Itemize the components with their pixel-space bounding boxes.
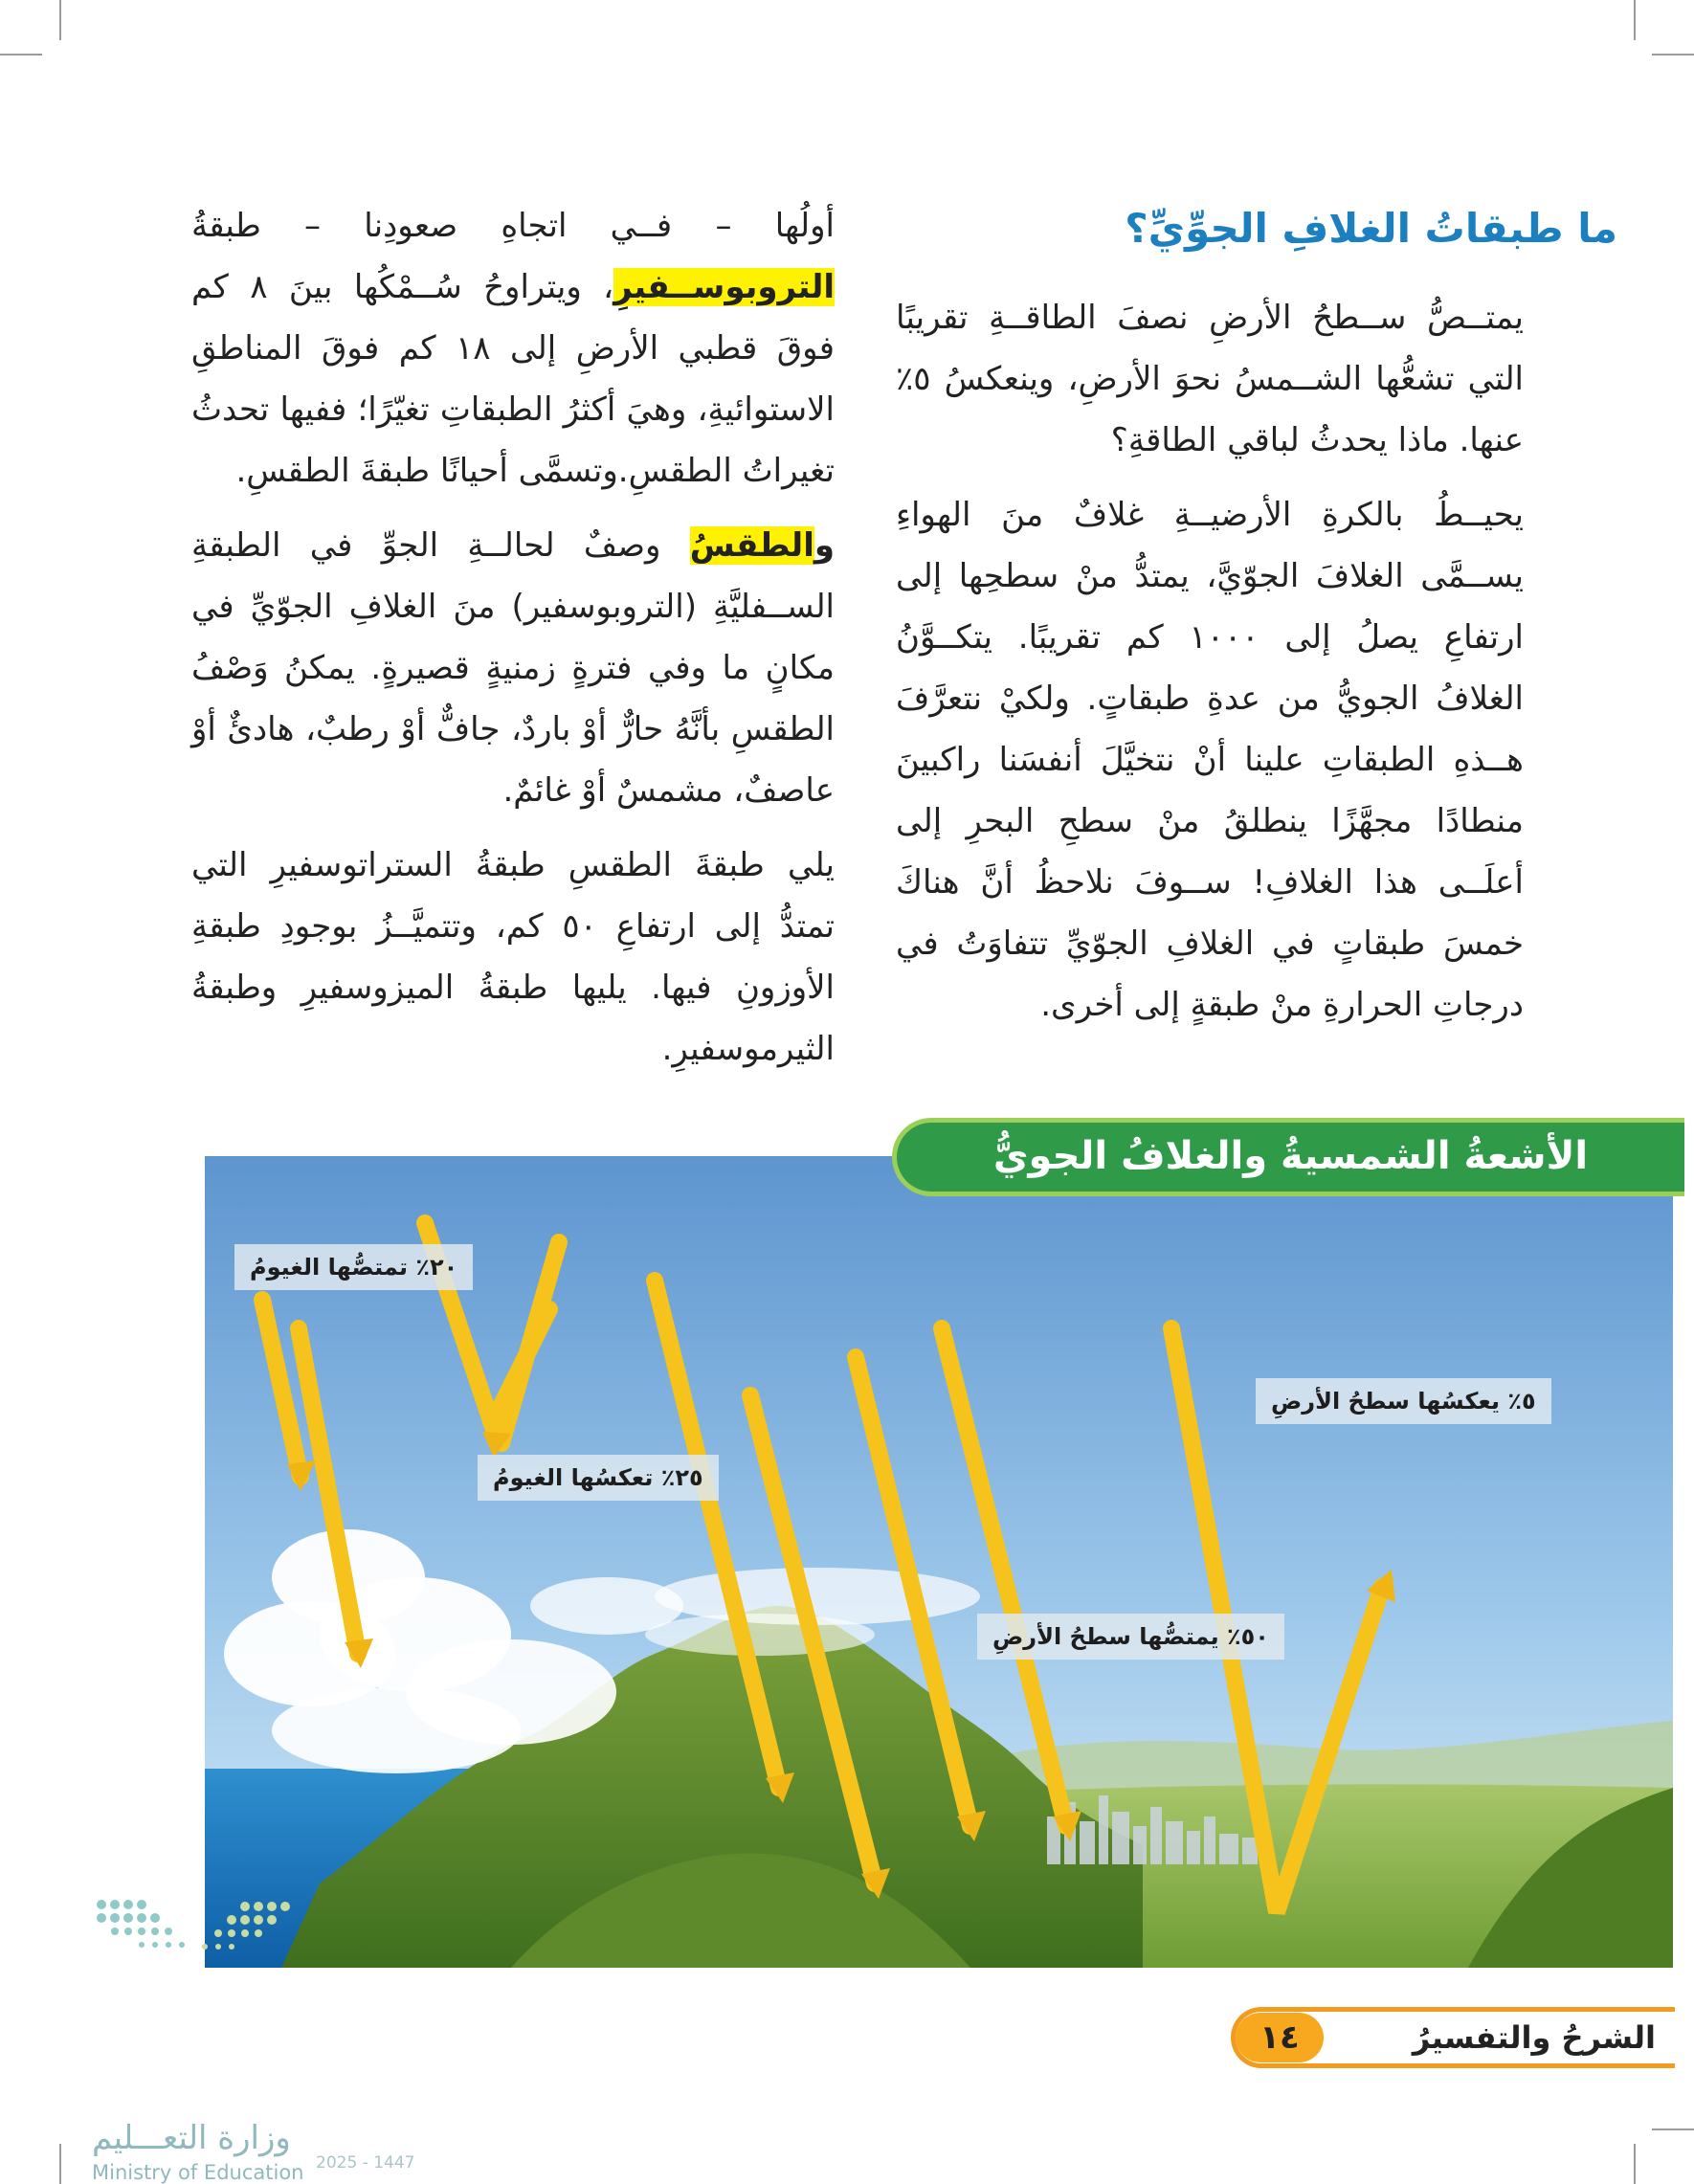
ministry-name-english: Ministry of Education	[92, 2161, 304, 2184]
text-run: و	[814, 526, 835, 565]
crop-mark	[1634, 2144, 1636, 2184]
label-surface-absorb: ٥٠٪ يمتصُّها سطحُ الأرضِ	[977, 1614, 1284, 1660]
crop-mark	[1652, 54, 1694, 56]
text-run: وصفٌ لحالــةِ الجوِّ في الطبقةِ الســفليَّةِ (التروبوسفير) منَ الغلافِ الجوّيِّ في مكانٍ ما وفي فترةٍ زمنيةٍ قصيرةٍ. يمكنُ وَصْفُ الطقسِ بأنَّهُ حارٌّ أوْ باردٌ، جافٌّ أوْ رطبٌ، هادئٌ أوْ عاصفٌ، مشمسٌ أوْ غائمٌ.	[191, 526, 835, 810]
crop-mark	[59, 2144, 61, 2184]
crop-mark	[59, 0, 61, 40]
page-number: ١٤	[1236, 2013, 1324, 2062]
section-heading: ما طبقاتُ الغلافِ الجوِّيِّ؟	[1125, 205, 1617, 252]
troposphere-paragraph	[191, 195, 835, 501]
ministry-year: 2025 - 1447	[316, 2153, 415, 2173]
solar-radiation-figure	[205, 1156, 1673, 1968]
term-troposphere: التروبوســفيرِ	[613, 268, 835, 306]
label-clouds-reflect: ٢٥٪ تعكسُها الغيومُ	[478, 1455, 719, 1501]
label-clouds-absorb: ٢٠٪ تمتصُّها الغيومُ	[234, 1244, 473, 1290]
atmosphere-paragraph: يحيــطُ بالكرةِ الأرضيــةِ غلافٌ منَ الهواءِ يســمَّى الغلافَ الجوّيَّ، يمتدُّ منْ سطحِها إلى ارتفاعِ يصلُ إلى ١٠٠٠ كم تقريبًا. يتكــوَّنُ الغلافُ الجويُّ من عدةِ طبقاتٍ. ولكيْ نتعرَّفَ هــذهِ الطبقاتِ علينا أنْ نتخيَّلَ أنفسَنا راكبينَ منطادًا مجهَّزًا ينطلقُ منْ سطحِ البحرِ إلى أعلَــى هذا الغلافِ! ســوفَ نلاحظُ أنَّ هناكَ خمسَ طبقاتٍ في الغلافِ الجوّيِّ تتفاوَتُ في درجاتِ الحرارةِ منْ طبقةٍ إلى أخرى.	[896, 496, 1524, 1024]
crop-mark	[0, 54, 42, 56]
footer-section-name: الشرحُ والتفسيرُ	[1412, 2019, 1656, 2056]
term-weather: الطقسُ	[689, 526, 814, 565]
right-text-column	[896, 287, 1524, 1049]
label-surface-reflect: ٥٪ يعكسُها سطحُ الأرضِ	[1256, 1378, 1551, 1424]
text-run: ، ويتراوحُ سُــمْكُها بينَ ٨ كم فوقَ قطبي الأرضِ إلى ١٨ كم فوقَ المناطقِ الاستوائيةِ، وهيَ أكثرُ الطبقاتِ تغيّرًا؛ ففيها تحدثُ تغيراتُ الطقسِ.وتسمَّى أحيانًا طبقةَ الطقسِ.	[191, 268, 835, 490]
text-run: أولُها – فــي اتجاهِ صعودِنا – طبقةُ	[191, 207, 835, 245]
crop-mark	[1652, 2128, 1694, 2130]
ministry-logo-dots	[92, 1895, 312, 1972]
figure-title: الأشعةُ الشمسيةُ والغلافُ الجويُّ	[892, 1118, 1684, 1196]
crop-mark	[1634, 0, 1636, 40]
intro-paragraph: يمتــصُّ ســطحُ الأرضِ نصفَ الطاقــةِ تقريبًا التي تشعُّها الشــمسُ نحوَ الأرضِ، وينعكسُ ٥٪ عنها. ماذا يحدثُ لباقي الطاقةِ؟	[896, 299, 1524, 459]
left-text-column	[191, 195, 835, 1093]
weather-paragraph	[191, 515, 835, 821]
ministry-name-arabic: وزارة التعـــليم	[92, 2119, 291, 2157]
stratosphere-paragraph: يلي طبقةَ الطقسِ طبقةُ الستراتوسفيرِ التي تمتدُّ إلى ارتفاعِ ٥٠ كم، وتتميَّــزُ بوجودِ طبقةِ الأوزونِ فيها. يليها طبقةُ الميزوسفيرِ وطبقةُ الثيرموسفيرِ.	[191, 846, 835, 1068]
